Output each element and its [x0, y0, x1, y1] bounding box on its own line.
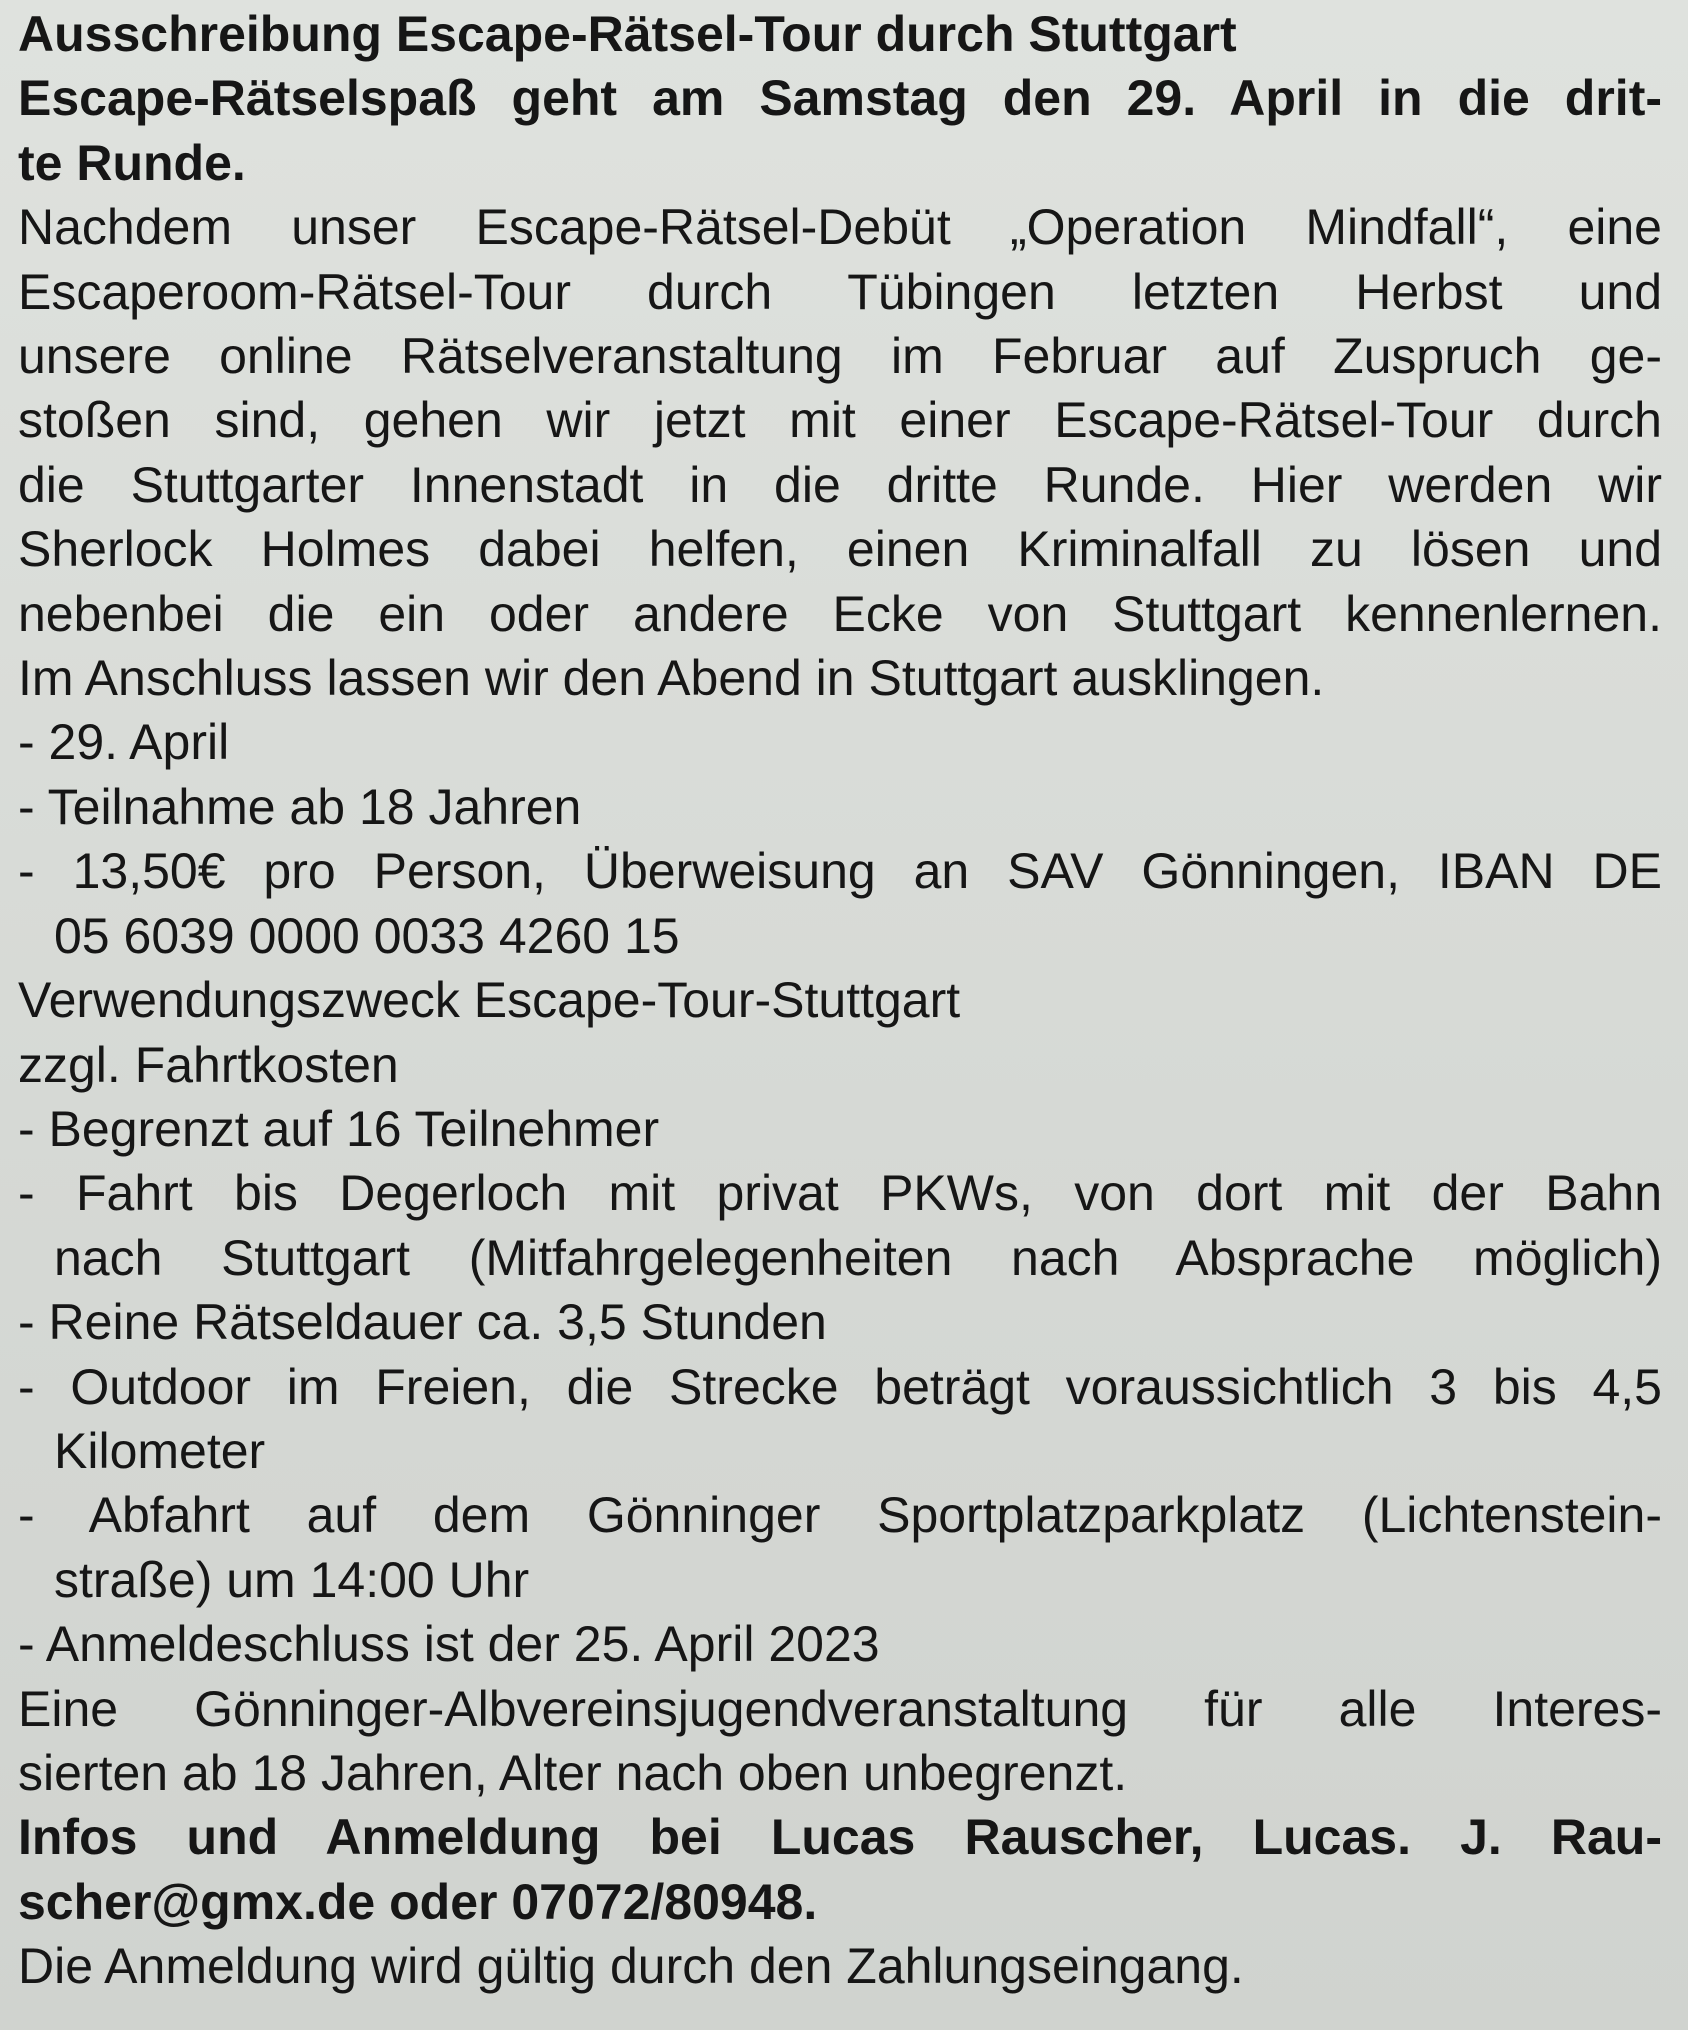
list-item-duration: - Reine Rätseldauer ca. 3,5 Stunden [18, 1294, 827, 1351]
list-item-departure: - Abfahrt auf dem Gönninger Sportplatzparkplatz (Lichtenstein- [18, 1487, 1662, 1544]
heading-subtitle-line-1: Escape-Rätselspaß geht am Samstag den 29. April in die drit- [18, 70, 1662, 127]
list-item-ride: - Fahrt bis Degerloch mit privat PKWs, von dort mit der Bahn [18, 1165, 1662, 1222]
intro-line: Sherlock Holmes dabei helfen, einen Kriminalfall zu lösen und [18, 521, 1662, 578]
intro-line: Nachdem unser Escape-Rätsel-Debüt „Operation Mindfall“, eine [18, 199, 1662, 256]
list-item-outdoor: - Outdoor im Freien, die Strecke beträgt voraussichtlich 3 bis 4,5 [18, 1358, 1662, 1415]
payment-purpose: Verwendungszweck Escape-Tour-Stuttgart [18, 972, 961, 1029]
intro-line: Im Anschluss lassen wir den Abend in Stuttgart ausklingen. [18, 650, 1325, 707]
list-item-departure-continued: straße) um 14:00 Uhr [54, 1551, 530, 1608]
event-description-line-1: Eine Gönninger-Albvereinsjugendveranstaltung für alle Interes- [18, 1680, 1662, 1737]
list-item-ride-continued: nach Stuttgart (Mitfahrgelegenheiten nach Absprache möglich) [54, 1229, 1662, 1286]
list-item-iban: 05 6039 0000 0033 4260 15 [54, 907, 680, 964]
intro-line: nebenbei die ein oder andere Ecke von Stuttgart kennenlernen. [18, 585, 1662, 642]
contact-info-line-2: scher@gmx.de oder 07072/80948. [18, 1873, 818, 1930]
contact-info-line-1: Infos und Anmeldung bei Lucas Rauscher, Lucas. J. Rau- [18, 1809, 1662, 1866]
list-item-outdoor-continued: Kilometer [54, 1422, 266, 1479]
intro-line: unsere online Rätselveranstaltung im Februar auf Zuspruch ge- [18, 328, 1662, 385]
list-item-limit: - Begrenzt auf 16 Teilnehmer [18, 1100, 660, 1157]
intro-paragraph [18, 195, 1662, 710]
details-list [18, 710, 1662, 1676]
heading-block [18, 2, 1662, 195]
list-item-deadline: - Anmeldeschluss ist der 25. April 2023 [18, 1616, 880, 1673]
event-description-line-2: sierten ab 18 Jahren, Alter nach oben unbegrenzt. [18, 1744, 1128, 1801]
footer-block [18, 1677, 1662, 1999]
intro-line: Escaperoom-Rätsel-Tour durch Tübingen letzten Herbst und [18, 263, 1662, 320]
list-item-date: - 29. April [18, 714, 230, 771]
travel-costs-note: zzgl. Fahrtkosten [18, 1036, 399, 1093]
intro-line: stoßen sind, gehen wir jetzt mit einer Escape-Rätsel-Tour durch [18, 392, 1662, 449]
registration-validity-note: Die Anmeldung wird gültig durch den Zahlungseingang. [18, 1938, 1244, 1995]
list-item-price: - 13,50€ pro Person, Überweisung an SAV Gönningen, IBAN DE [18, 843, 1662, 900]
heading-subtitle-line-2: te Runde. [18, 134, 246, 191]
heading-title: Ausschreibung Escape-Rätsel-Tour durch Stuttgart [18, 6, 1237, 62]
intro-line: die Stuttgarter Innenstadt in die dritte Runde. Hier werden wir [18, 456, 1662, 513]
list-item-age: - Teilnahme ab 18 Jahren [18, 778, 582, 835]
